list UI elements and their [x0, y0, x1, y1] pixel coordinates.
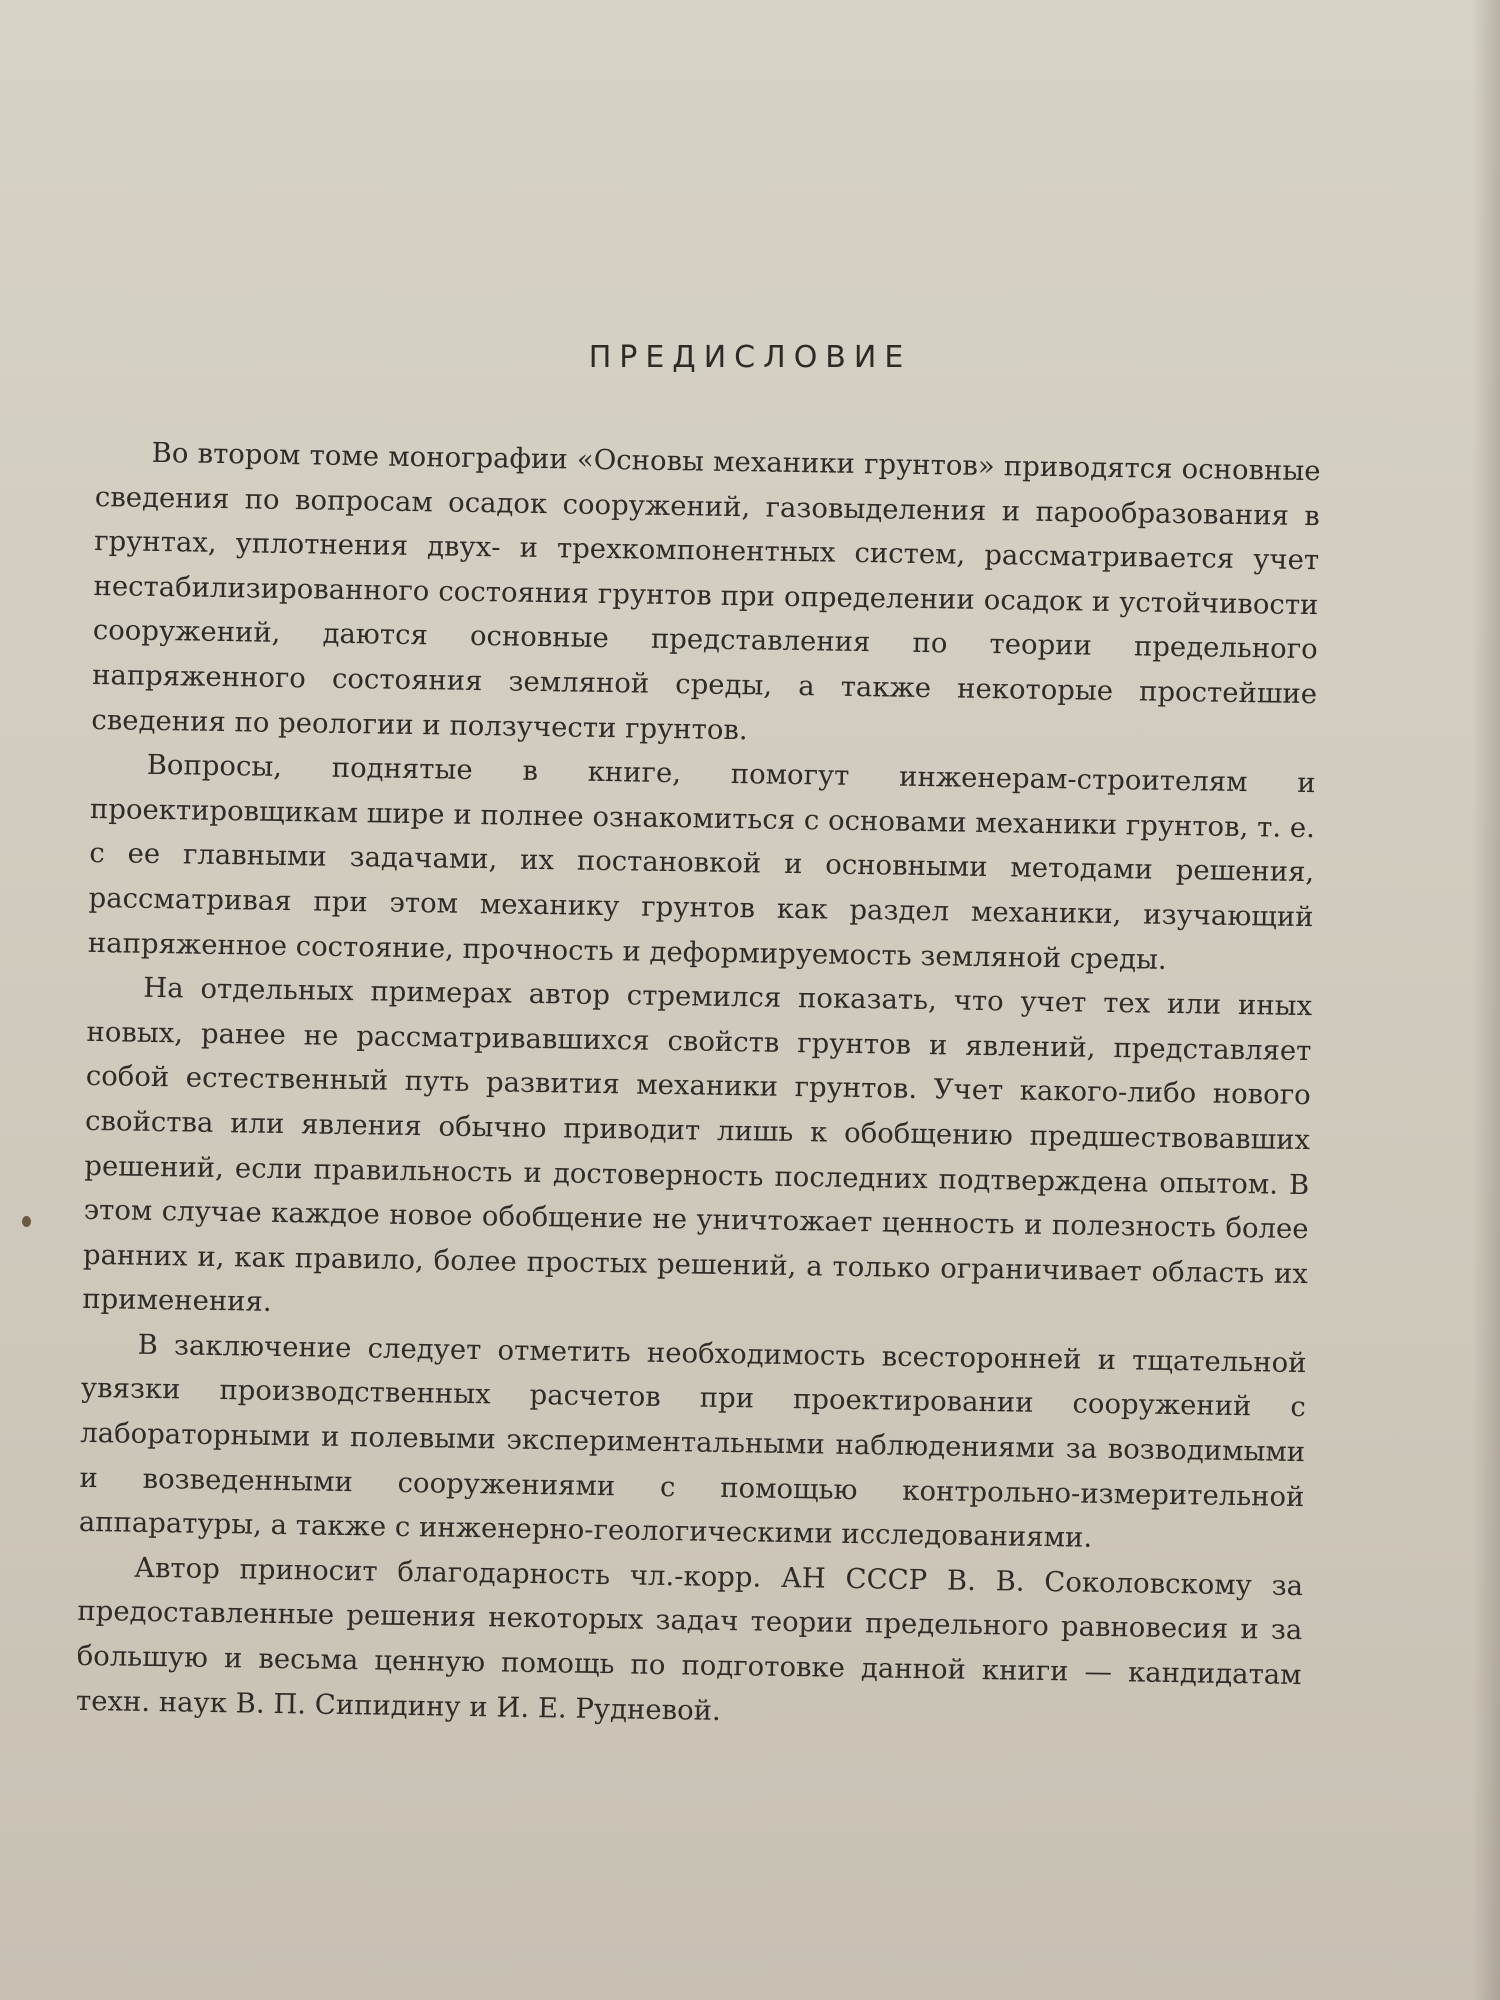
preface-body	[76, 430, 1321, 1742]
paragraph-4: В заключение следует отметить необходимость всесторонней и тщательной увязки производственных расчетов при проектировании сооружений с лабораторными и полевыми экспериментальными наблюдениями за возводимыми и возведенными сооружениями с помощью контрольно-измерительной аппаратуры, а также с инженерно-геологическими исследованиями.	[78, 1328, 1307, 1555]
page-edge-shadow	[1472, 0, 1500, 2000]
paragraph-5: Автор приносит благодарность чл.-корр. АН СССР В. В. Соколовскому за предоставленные решения некоторых задач теории предельного равновесия и за большую и весьма ценную помощь по подготовке данной книги — кандидатам техн. наук В. П. Сипидину и И. Е. Рудневой.	[75, 1551, 1304, 1727]
paragraph-3: На отдельных примерах автор стремился показать, что учет тех или иных новых, ранее не рассматривавшихся свойств грунтов и явлений, представляет собой естественный путь развития механики грунтов. Учет какого-либо нового свойства или явления обычно приводит лишь к обобщению предшествовавших решений, если правильность и достоверность последних подтверждена опытом. В этом случае каждое новое обобщение не уничтожает ценность и полезность более ранних и, как правило, более простых решений, а только ограничивает область их применения.	[82, 971, 1313, 1319]
page-heading: ПРЕДИСЛОВИЕ	[588, 340, 912, 375]
paragraph-2: Вопросы, поднятые в книге, помогут инженерам-строителям и проектировщикам шире и полнее ознакомиться с основами механики грунтов, т. е. с ее главными задачами, их постановкой и основными методами решения, рассматривая при этом механику грунтов как раздел механики, изучающий напряженное состояние, прочность и деформируемость земляной среды.	[87, 748, 1316, 976]
ink-spot	[22, 1216, 31, 1227]
paragraph-1: Во втором томе монографии «Основы механики грунтов» приводятся основные сведения по вопросам осадок сооружений, газовыделения и парообразования в грунтах, уплотнения двух- и трехкомпонентных систем, рассматривается учет нестабилизированного состояния грунтов при определении осадок и устойчивости сооружений, даются основные представления по теории предельного напряженного состояния земляной среды, а также некоторые простейшие сведения по реологии и ползучести грунтов.	[91, 436, 1321, 746]
